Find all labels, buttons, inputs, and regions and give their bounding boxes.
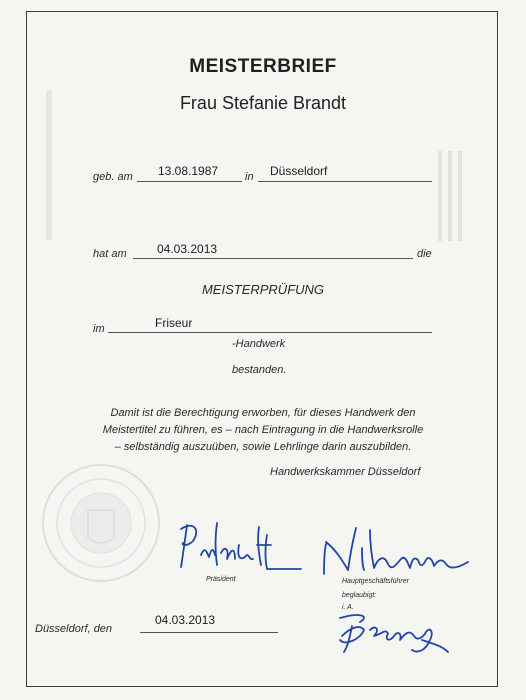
- birth-date-line: [137, 181, 242, 182]
- certificate-title: MEISTERBRIEF: [189, 56, 337, 77]
- side-watermark-mark: [432, 145, 472, 255]
- trade-label: im: [93, 323, 105, 335]
- birth-label: geb. am: [93, 171, 133, 183]
- president-signature: [175, 515, 305, 585]
- birth-place: Düsseldorf: [270, 164, 328, 178]
- issue-date-line: [140, 632, 278, 633]
- passed-text: bestanden.: [232, 364, 287, 376]
- trade-line: [108, 332, 432, 333]
- issue-date: 04.03.2013: [155, 613, 216, 627]
- ceo-label: Hauptgeschäftsführer: [342, 578, 409, 585]
- holder-name: Frau Stefanie Brandt: [179, 93, 347, 113]
- president-label: Präsident: [206, 576, 236, 583]
- ceo-signature: [318, 520, 478, 580]
- birth-place-line: [258, 181, 432, 182]
- embossed-seal: [38, 460, 164, 586]
- exam-title: MEISTERPRÜFUNG: [201, 282, 325, 297]
- birth-date: 13.08.1987: [158, 164, 219, 178]
- rights-line-3: – selbständig auszuüben, sowie Lehrlinge darin auszubilden.: [114, 441, 412, 453]
- ia-label: i. A.: [342, 604, 354, 611]
- rights-line-2: Meistertitel zu führen, es – nach Eintragung in die Handwerksrolle: [102, 424, 424, 436]
- place-date-label: Düsseldorf, den: [35, 623, 113, 635]
- rights-line-1: Damit ist die Berechtigung erworben, für dieses Handwerk den: [110, 407, 416, 419]
- exam-label: hat am: [93, 248, 127, 260]
- rights-paragraph: [0, 405, 526, 456]
- in-label: in: [245, 171, 254, 183]
- trade-suffix: -Handwerk: [232, 338, 286, 350]
- certified-label: beglaubigt:: [342, 592, 377, 599]
- certifier-signature: [330, 606, 450, 658]
- issuer: Handwerkskammer Düsseldorf: [270, 466, 421, 478]
- exam-date: 04.03.2013: [157, 242, 218, 256]
- die-label: die: [417, 248, 432, 260]
- trade: Friseur: [155, 316, 193, 330]
- exam-date-line: [133, 258, 413, 259]
